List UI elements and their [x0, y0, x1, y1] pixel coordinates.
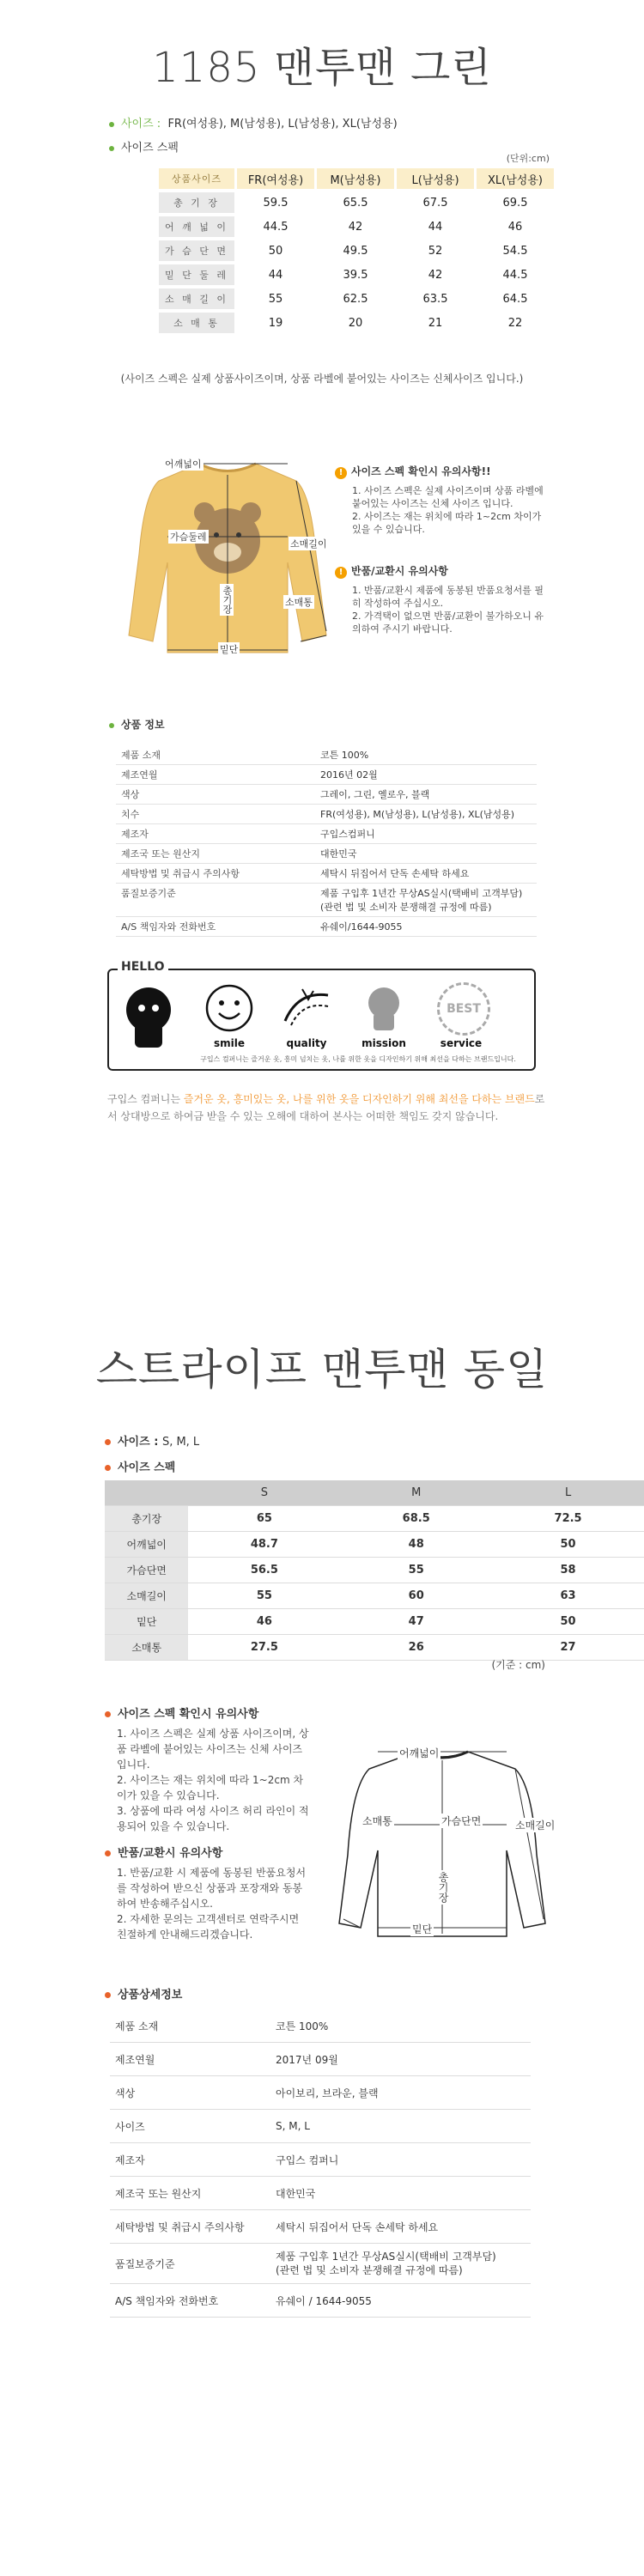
cell: 50: [492, 1609, 644, 1635]
info-value: 제품 구입후 1년간 무상AS실시(택배비 고객부담) (관련 법 및 소비자 분쟁해결 규정에 따름): [315, 884, 537, 917]
row-label: 어 깨 넓 이: [159, 216, 234, 237]
p1-sizes-value: FR(여성용), M(남성용), L(남성용), XL(남성용): [167, 118, 398, 131]
info-key: 제품 소재: [116, 745, 315, 765]
row-label: 소 매 길 이: [159, 289, 234, 309]
cell: 55: [268, 292, 283, 306]
p2-th: [105, 1480, 188, 1506]
info-key: 제조국 또는 원산지: [116, 844, 315, 864]
bullet-dot: [105, 1850, 111, 1856]
info-key: 품질보증기준: [110, 2244, 270, 2284]
table-row: [110, 2076, 531, 2110]
cell: 65: [188, 1506, 340, 1532]
bullet-dot: [109, 122, 114, 127]
p2-label-length: 총기장: [437, 1872, 449, 1903]
info-value: 제품 구입후 1년간 무상AS실시(택배비 고객부담) (관련 법 및 소비자 분쟁해결 규정에 따름): [270, 2244, 531, 2284]
bullet-dot: [105, 1465, 111, 1471]
info-key: 세탁방법 및 취급시 주의사항: [116, 864, 315, 884]
cell: 39.5: [343, 268, 368, 282]
cell: 55: [340, 1558, 492, 1583]
product1-title: 1185 맨투맨 그린: [152, 44, 492, 92]
bullet-dot: [105, 1992, 111, 1998]
p1-caution-return: [335, 563, 550, 635]
p2-info-title-line: [105, 1985, 182, 2002]
table-row: [159, 192, 554, 213]
cell: 67.5: [422, 196, 448, 210]
cell: 49.5: [343, 244, 368, 258]
cell: 48.7: [188, 1532, 340, 1558]
row-label: 소매길이: [105, 1583, 188, 1609]
cell: 60: [340, 1583, 492, 1609]
p1-th: M(남성용): [317, 168, 394, 189]
warning-icon: !: [335, 567, 347, 579]
icon-label-mission: mission: [361, 1037, 406, 1049]
p2-label-cuff: 소매통: [362, 1815, 392, 1827]
p2-caution1-item: 1. 사이즈 스펙은 실제 상품 사이즈이며, 상품 라벨에 붙어있는 사이즈는 신체 사이즈입니다.: [117, 1728, 309, 1771]
info-value: 유쉐이/1644-9055: [315, 917, 537, 937]
p2-table-header: [105, 1480, 644, 1506]
table-row: [116, 765, 537, 785]
cell: 42: [428, 268, 443, 282]
p2-label-sleeve: 소매길이: [515, 1820, 556, 1832]
table-row: [159, 240, 554, 261]
cell: 52: [428, 244, 443, 258]
table-row: [116, 884, 537, 917]
p1-info-title-line: [109, 717, 165, 732]
table-row: [110, 2143, 531, 2177]
info-value: 코튼 100%: [270, 2009, 531, 2043]
smile-icon: [204, 982, 255, 1034]
p1-sweatshirt-illustration: [120, 451, 335, 665]
cell: 62.5: [343, 292, 368, 306]
icon-label-service: service: [440, 1037, 483, 1049]
table-row: [116, 805, 537, 824]
brand-text-part: 로서 상대방으로 하여금 받을 수 있는 오해에 대하여 본사는 어떠한 책임도 갖지 않습니다.: [107, 1093, 545, 1122]
info-value: 구입스컴퍼니: [315, 824, 537, 844]
info-value: 세탁시 뒤집어서 단독 손세탁 하세요: [270, 2210, 531, 2244]
info-value: S, M, L: [270, 2110, 531, 2143]
table-row: [105, 1609, 644, 1635]
cell: 54.5: [502, 244, 528, 258]
cell: 58: [492, 1558, 644, 1583]
product2-title: 스트라이프 맨투맨 동일: [95, 1345, 549, 1394]
table-row: [116, 864, 537, 884]
cell: 50: [492, 1532, 644, 1558]
info-value: 코튼 100%: [315, 745, 537, 765]
p1-label-shoulder: 어깨넓이: [165, 459, 202, 470]
info-value: FR(여성용), M(남성용), L(남성용), XL(남성용): [315, 805, 537, 824]
info-key: 색상: [110, 2076, 270, 2110]
row-label: 소매통: [105, 1635, 188, 1661]
info-key: 제조자: [110, 2143, 270, 2177]
p2-label-shoulder: 어깨넓이: [399, 1747, 440, 1759]
info-value: 아이보리, 브라운, 블랙: [270, 2076, 531, 2110]
p1-sizes-label: 사이즈 :: [121, 118, 161, 131]
table-row: [116, 745, 537, 765]
bullet-dot: [109, 723, 114, 728]
table-row: [159, 289, 554, 309]
p2-label-hem: 밑단: [412, 1923, 433, 1935]
p1-caution1-item: 2. 사이즈는 재는 위치에 따라 1~2cm 차이가 있을 수 있습니다.: [352, 511, 542, 535]
p1-label-chest: 가슴둘레: [170, 532, 207, 543]
cell: 47: [340, 1609, 492, 1635]
cell: 59.5: [263, 196, 289, 210]
p2-sizes-label: 사이즈 :: [118, 1436, 159, 1449]
p2-caution1-title: 사이즈 스펙 확인시 유의사항: [118, 1708, 259, 1721]
p1-label-length: 총기장: [222, 586, 233, 614]
p1-th: XL(남성용): [477, 168, 554, 189]
info-key: 제조국 또는 원산지: [110, 2177, 270, 2210]
table-row: [116, 824, 537, 844]
p1-table-header: [159, 168, 554, 189]
info-key: 색상: [116, 785, 315, 805]
p1-spec-label: 사이즈 스펙: [121, 142, 179, 155]
info-value: 세탁시 뒤집어서 단독 손세탁 하세요: [315, 864, 537, 884]
cell: 46: [188, 1609, 340, 1635]
p1-info-table: [116, 745, 537, 937]
p1-caution2-item: 1. 반품/교환시 제품에 동봉된 반품요청서를 필히 작성하여 주십시오.: [352, 585, 544, 609]
info-value: 2017년 09월: [270, 2043, 531, 2076]
p2-th: L: [492, 1480, 644, 1506]
info-value: 2016년 02월: [315, 765, 537, 785]
cell: 50: [268, 244, 283, 258]
table-row: [116, 785, 537, 805]
p2-unit: (기준 : cm): [491, 1659, 545, 1671]
table-row: [159, 264, 554, 285]
brand-banner: [107, 960, 536, 1071]
p2-label-chest: 가슴단면: [441, 1815, 482, 1827]
row-label: 어깨넓이: [105, 1532, 188, 1558]
p2-th: M: [340, 1480, 492, 1506]
cell: 44: [428, 220, 443, 234]
cell: 46: [507, 220, 523, 234]
p2-th: S: [188, 1480, 340, 1506]
p1-caution2-item: 2. 가격택이 없으면 반품/교환이 불가하오니 유의하여 주시기 바랍니다.: [352, 611, 544, 635]
table-row: [110, 2210, 531, 2244]
table-row: [116, 844, 537, 864]
p1-sizes-line: [109, 114, 398, 131]
cell: 27.5: [188, 1635, 340, 1661]
bullet-dot: [105, 1711, 111, 1717]
p1-size-note: (사이즈 스펙은 실제 상품사이즈이며, 상품 라벨에 붙어있는 사이즈는 신체사이즈 입니다.): [120, 373, 524, 385]
cell: 26: [340, 1635, 492, 1661]
info-value: 구입스 컴퍼니: [270, 2143, 531, 2177]
cell: 64.5: [502, 292, 528, 306]
info-key: A/S 책임자와 전화번호: [116, 917, 315, 937]
p1-unit: (단위:cm): [506, 153, 550, 164]
cell: 20: [348, 316, 363, 330]
info-value: 대한민국: [315, 844, 537, 864]
banner-caption: 구입스 컴퍼니는 즐거운 옷, 흥미 넘치는 옷, 나를 위한 옷을 디자인하기 위해 최선을 다하는 브랜드입니다.: [200, 1055, 516, 1063]
brand-text-part: 구입스 컴퍼니는: [107, 1093, 184, 1105]
cell: 65.5: [343, 196, 368, 210]
p1-size-table: [156, 165, 556, 337]
row-label: 총기장: [105, 1506, 188, 1532]
p2-sizes-line: [105, 1432, 199, 1449]
info-key: 사이즈: [110, 2110, 270, 2143]
row-label: 총 기 장: [159, 192, 234, 213]
info-key: 제조연월: [116, 765, 315, 785]
p1-caution1-title: 사이즈 스펙 확인시 유의사항!!: [351, 465, 491, 477]
info-key: 제조자: [116, 824, 315, 844]
cell: 56.5: [188, 1558, 340, 1583]
icon-label-smile: smile: [213, 1037, 245, 1049]
row-label: 밑단: [105, 1609, 188, 1635]
p1-label-hem: 밑단: [220, 644, 239, 655]
table-row: [105, 1583, 644, 1609]
info-value: 그레이, 그린, 옐로우, 블랙: [315, 785, 537, 805]
row-label: 가슴단면: [105, 1558, 188, 1583]
bullet-dot: [105, 1439, 111, 1445]
table-row: [159, 313, 554, 333]
cell: 19: [268, 316, 283, 330]
p2-spec-label: 사이즈 스펙: [118, 1461, 176, 1474]
row-label: 소 매 통: [159, 313, 234, 333]
quality-icon: [281, 982, 332, 1034]
p2-info-table: [110, 2009, 531, 2318]
cell: 69.5: [502, 196, 528, 210]
info-key: 세탁방법 및 취급시 주의사항: [110, 2210, 270, 2244]
cell: 63: [492, 1583, 644, 1609]
cell: 21: [428, 316, 443, 330]
table-row: [116, 917, 537, 937]
p2-caution2-item: 2. 자세한 문의는 고객센터로 연락주시면 친절하게 안내해드리겠습니다.: [117, 1913, 300, 1941]
p1-caution1-item: 1. 사이즈 스펙은 실제 사이즈이며 상품 라벨에 붙어있는 사이즈는 신체 사이즈 입니다.: [352, 485, 544, 509]
icon-label-quality: quality: [286, 1037, 327, 1049]
cell: 42: [348, 220, 363, 234]
p1-spec-line: [109, 138, 179, 155]
info-key: 제품 소재: [110, 2009, 270, 2043]
bullet-dot: [109, 146, 114, 151]
p1-caution2-title: 반품/교환시 유의사항: [351, 565, 448, 577]
table-row: [105, 1532, 644, 1558]
cell: 22: [507, 316, 523, 330]
row-label: 밑 단 둘 레: [159, 264, 234, 285]
p1-label-sleeve: 소매길이: [290, 538, 327, 550]
cell: 44.5: [502, 268, 528, 282]
p2-caution-return: [105, 1844, 319, 1942]
p1-th: FR(여성용): [237, 168, 314, 189]
table-row: [159, 216, 554, 237]
info-key: A/S 책임자와 전화번호: [110, 2284, 270, 2318]
mascot-icon: [116, 982, 185, 1051]
cell: 44.5: [263, 220, 289, 234]
info-key: 치수: [116, 805, 315, 824]
table-row: [105, 1635, 644, 1661]
table-row: [110, 2244, 531, 2284]
p1-th: 상품사이즈: [159, 168, 234, 189]
info-key: 품질보증기준: [116, 884, 315, 917]
p2-caution2-item: 1. 반품/교환 시 제품에 동봉된 반품요청서를 작성하여 받으신 상품과 포장재와 동봉하여 반송해주십시오.: [117, 1867, 307, 1910]
cell: 55: [188, 1583, 340, 1609]
table-row: [105, 1506, 644, 1532]
p2-caution2-title: 반품/교환시 유의사항: [118, 1847, 223, 1860]
p1-brand-text: [107, 1091, 545, 1125]
p1-info-title: 상품 정보: [121, 719, 165, 731]
p2-info-title: 상품상세정보: [118, 1989, 183, 2002]
p2-caution-size: [105, 1704, 319, 1834]
table-row: [110, 2284, 531, 2318]
table-row: [110, 2009, 531, 2043]
cell: 68.5: [340, 1506, 492, 1532]
p2-size-table: [105, 1480, 644, 1661]
cell: 27: [492, 1635, 644, 1661]
warning-icon: !: [335, 467, 347, 479]
p2-caution1-item: 3. 상품에 따라 여성 사이즈 허리 라인이 적용되어 있을 수 있습니다.: [117, 1805, 309, 1832]
row-label: 가 슴 단 면: [159, 240, 234, 261]
p2-sizes-value: S, M, L: [161, 1436, 200, 1449]
brand-text-highlight: 즐거운 옷, 흥미있는 옷, 나를 위한 옷을 디자인하기 위해 최선을 다하는 브랜드: [183, 1093, 535, 1105]
p2-caution1-item: 2. 사이즈는 재는 위치에 따라 1~2cm 차이가 있을 수 있습니다.: [117, 1774, 304, 1801]
p2-spec-line: [105, 1458, 175, 1474]
info-value: 유쉐이 / 1644-9055: [270, 2284, 531, 2318]
p1-caution-size: [335, 464, 550, 536]
table-row: [105, 1558, 644, 1583]
p2-sweatshirt-illustration: [331, 1735, 554, 1949]
table-row: [110, 2177, 531, 2210]
best-badge-icon: BEST: [437, 982, 490, 1036]
cell: 44: [268, 268, 283, 282]
banner-hello: HELLO: [118, 960, 168, 974]
p1-th: L(남성용): [397, 168, 474, 189]
cell: 72.5: [492, 1506, 644, 1532]
table-row: [110, 2043, 531, 2076]
p1-label-cuff: 소매통: [285, 597, 313, 608]
table-row: [110, 2110, 531, 2143]
cell: 63.5: [422, 292, 448, 306]
mission-icon: [358, 982, 410, 1034]
cell: 48: [340, 1532, 492, 1558]
info-key: 제조연월: [110, 2043, 270, 2076]
info-value: 대한민국: [270, 2177, 531, 2210]
